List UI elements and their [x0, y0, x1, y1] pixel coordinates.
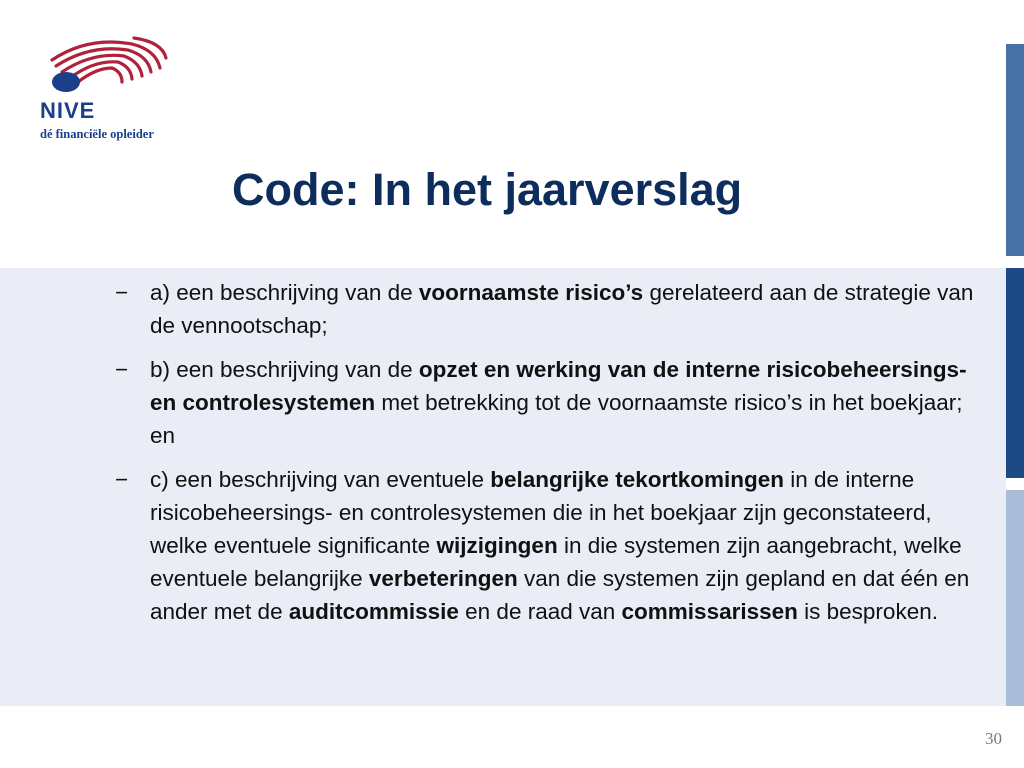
- bold-text-segment: wijzigingen: [436, 533, 558, 558]
- bullet-list: [115, 276, 985, 639]
- side-accent-bar-top: [1006, 44, 1024, 256]
- bullet-text: [150, 280, 973, 338]
- bold-text-segment: belangrijke tekortkomingen: [490, 467, 785, 492]
- bold-text-segment: commissarissen: [621, 599, 798, 624]
- bold-text-segment: opzet en werking van de interne risicobeheersings- en controlesystemen: [150, 357, 967, 415]
- text-segment: c) een beschrijving van eventuele: [150, 467, 491, 492]
- logo-tagline: dé financiële opleider: [40, 127, 154, 141]
- logo-name: NIVE: [40, 98, 96, 123]
- text-segment: van die systemen zijn gepland en dat één en ander met de: [150, 566, 970, 624]
- bullet-text: [150, 357, 967, 448]
- text-segment: in de interne risicobeheersings- en controlesystemen die in het boekjaar zijn geconstateerd, welke eventuele significante: [150, 467, 932, 558]
- nive-logo: [38, 36, 178, 146]
- bullet-marker: −: [115, 280, 129, 305]
- text-segment: met betrekking tot de voornaamste risico’s in het boekjaar; en: [150, 390, 963, 448]
- text-segment: b) een beschrijving van de: [150, 357, 419, 382]
- side-accent-bar-bottom: [1006, 490, 1024, 706]
- bullet-text: [150, 467, 969, 624]
- bullet-item: [115, 463, 985, 628]
- text-segment: is besproken.: [797, 599, 938, 624]
- text-segment: a) een beschrijving van de: [150, 280, 419, 305]
- bullet-item: [115, 353, 985, 452]
- bold-text-segment: auditcommissie: [288, 599, 459, 624]
- nive-logo-mark: [38, 36, 178, 100]
- bullet-marker: −: [115, 467, 129, 492]
- page-number: 30: [985, 729, 1002, 748]
- side-accent-bar-middle: [1006, 268, 1024, 478]
- bullet-item: [115, 276, 985, 342]
- bold-text-segment: voornaamste risico’s: [418, 280, 644, 305]
- text-segment: in die systemen zijn aangebracht, welke eventuele belangrijke: [150, 533, 962, 591]
- bullet-marker: −: [115, 357, 129, 382]
- text-segment: gerelateerd aan de strategie van de vennootschap;: [150, 280, 974, 338]
- text-segment: en de raad van: [458, 599, 622, 624]
- slide-title: Code: In het jaarverslag: [232, 164, 743, 215]
- bold-text-segment: verbeteringen: [368, 566, 518, 591]
